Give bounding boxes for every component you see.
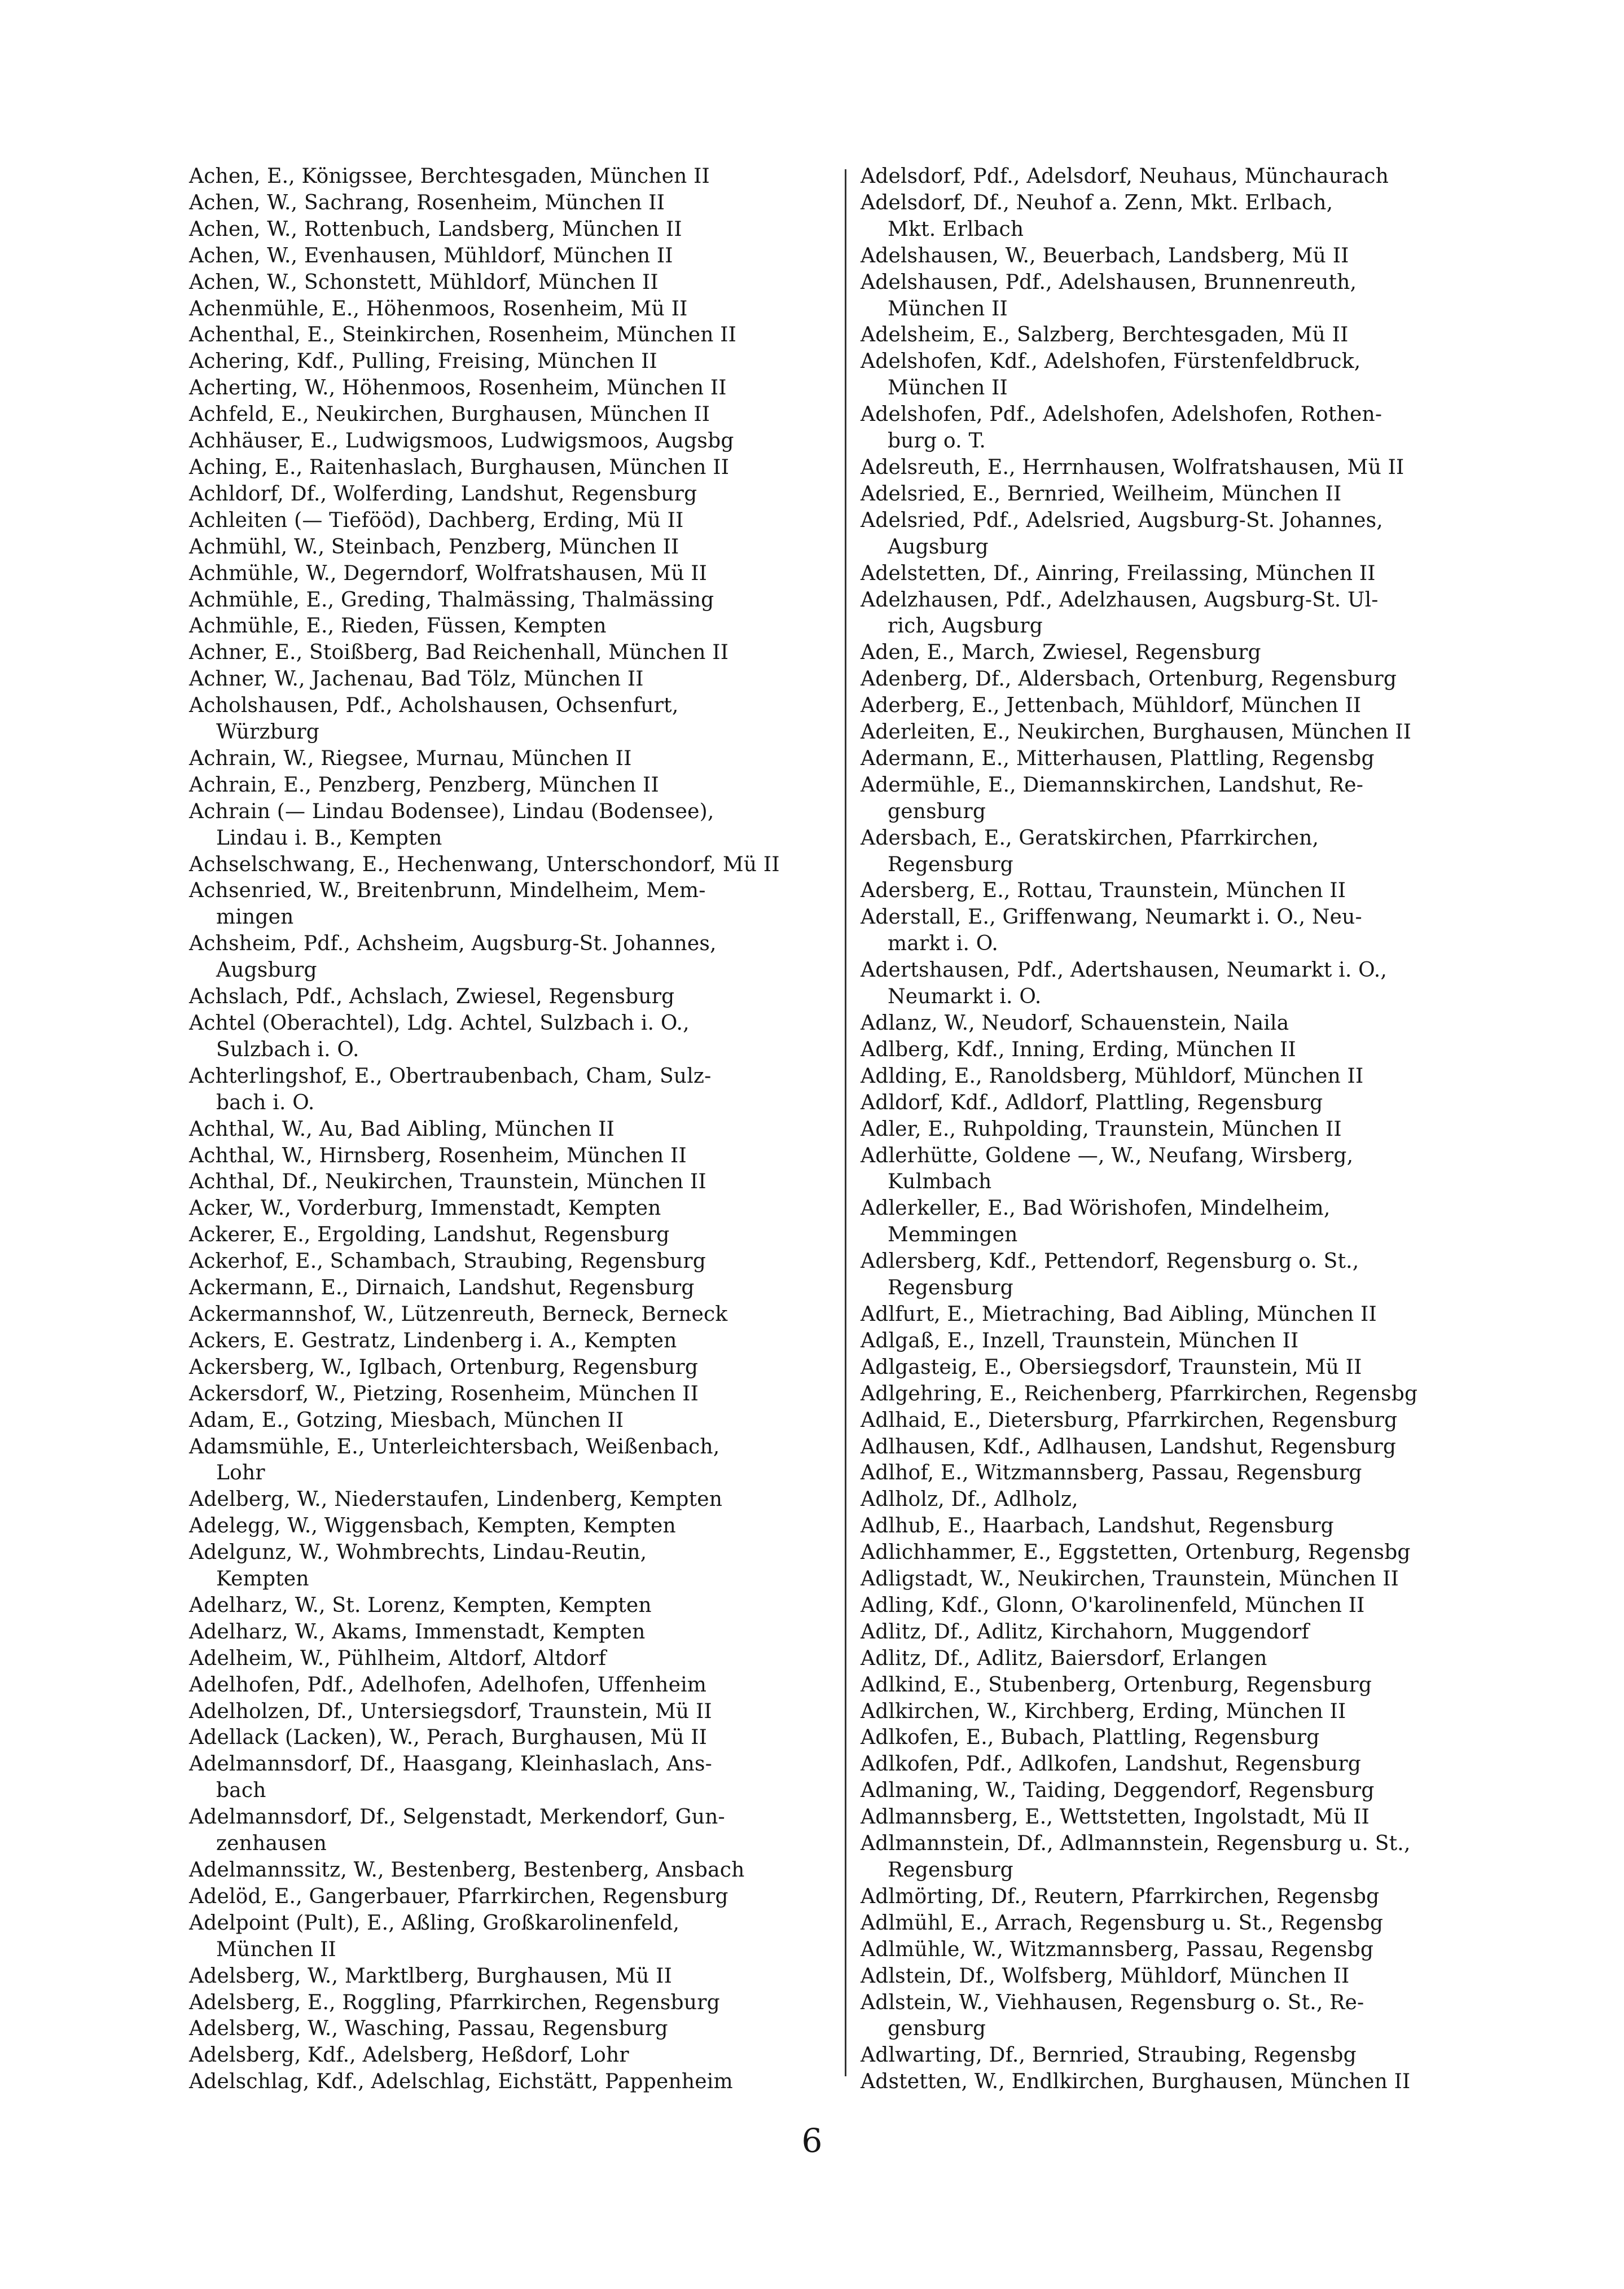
gazetteer-entry: Adlhausen, Kdf., Adlhausen, Landshut, Regensburg (861, 1435, 1397, 1458)
gazetteer-entry: Adelschlag, Kdf., Adelschlag, Eichstätt, Pappenheim (189, 2070, 733, 2094)
gazetteer-entry: Achenthal, E., Steinkirchen, Rosenheim, München II (189, 323, 737, 347)
gazetteer-entry: Adlstein, Df., Wolfsberg, Mühldorf, München II (861, 1964, 1350, 1988)
gazetteer-entry: Achrain, E., Penzberg, Penzberg, München II (189, 773, 659, 797)
gazetteer-entry: Ackerer, E., Ergolding, Landshut, Regensburg (189, 1223, 670, 1247)
gazetteer-entry: Aderberg, E., Jettenbach, Mühldorf, München II (861, 694, 1362, 718)
gazetteer-entry: Adlhof, E., Witzmannsberg, Passau, Regensburg (861, 1461, 1362, 1485)
entry-continuation: Lohr (216, 1461, 265, 1485)
gazetteer-entry: Aden, E., March, Zwiesel, Regensburg (861, 641, 1261, 665)
gazetteer-entry: Adelsreuth, E., Herrnhausen, Wolfratshausen, Mü II (861, 455, 1404, 479)
gazetteer-entry: Ackersberg, W., Iglbach, Ortenburg, Regensburg (189, 1355, 699, 1379)
gazetteer-entry: Achner, W., Jachenau, Bad Tölz, München II (189, 667, 644, 691)
entry-continuation: Regensburg (888, 1859, 1013, 1882)
gazetteer-entry: Adlerkeller, E., Bad Wörishofen, Mindelheim, (861, 1197, 1331, 1220)
gazetteer-entry: Adlmannstein, Df., Adlmannstein, Regensburg u. St., (861, 1832, 1411, 1856)
gazetteer-entry: Adldorf, Kdf., Adldorf, Plattling, Regensburg (861, 1091, 1323, 1114)
entry-continuation: gensburg (888, 2017, 986, 2041)
gazetteer-entry: Adelsried, E., Bernried, Weilheim, München II (861, 482, 1342, 506)
gazetteer-entry: Ackersdorf, W., Pietzing, Rosenheim, München II (189, 1382, 699, 1405)
entry-continuation: München II (888, 297, 1008, 320)
gazetteer-entry: Achsheim, Pdf., Achsheim, Augsburg-St. Johannes, (189, 932, 717, 956)
gazetteer-entry: Adlerhütte, Goldene —, W., Neufang, Wirsberg, (861, 1144, 1354, 1167)
gazetteer-entry: Adlanz, W., Neudorf, Schauenstein, Naila (861, 1012, 1289, 1035)
gazetteer-entry: Ackermannshof, W., Lützenreuth, Berneck, Berneck (189, 1302, 728, 1326)
gazetteer-entry: Adellack (Lacken), W., Perach, Burghausen, Mü II (189, 1726, 708, 1750)
entry-continuation: Kulmbach (888, 1170, 992, 1194)
gazetteer-entry: Aching, E., Raitenhaslach, Burghausen, München II (189, 455, 730, 479)
entry-continuation: mingen (216, 906, 294, 929)
gazetteer-entry: Achterlingshof, E., Obertraubenbach, Cham, Sulz- (189, 1064, 712, 1088)
gazetteer-entry: Adlkofen, E., Bubach, Plattling, Regensburg (861, 1726, 1320, 1750)
gazetteer-entry: Acker, W., Vorderburg, Immenstadt, Kempten (189, 1197, 661, 1220)
gazetteer-entry: Adelsdorf, Df., Neuhof a. Zenn, Mkt. Erlbach, (861, 191, 1333, 214)
gazetteer-entry: Adler, E., Ruhpolding, Traunstein, München II (861, 1117, 1342, 1141)
gazetteer-entry: Adelsheim, E., Salzberg, Berchtesgaden, Mü II (861, 323, 1349, 347)
gazetteer-entry: Adenberg, Df., Aldersbach, Ortenburg, Regensburg (861, 667, 1397, 691)
gazetteer-entry: Acherting, W., Höhenmoos, Rosenheim, München II (189, 376, 727, 400)
gazetteer-entry: Adlmühl, E., Arrach, Regensburg u. St., Regensbg (861, 1911, 1384, 1935)
entry-continuation: Memmingen (888, 1223, 1018, 1247)
gazetteer-entry: Adelsberg, W., Wasching, Passau, Regensburg (189, 2017, 668, 2041)
gazetteer-entry: Achrain, W., Riegsee, Murnau, München II (189, 746, 632, 770)
gazetteer-entry: Achen, E., Königssee, Berchtesgaden, München II (189, 165, 710, 188)
gazetteer-entry: Adelpoint (Pult), E., Aßling, Großkarolinenfeld, (189, 1911, 680, 1935)
gazetteer-entry: Adelsried, Pdf., Adelsried, Augsburg-St. Johannes, (861, 508, 1383, 532)
gazetteer-entry: Adlmaning, W., Taiding, Deggendorf, Regensburg (861, 1779, 1375, 1803)
entry-continuation: Regensburg (888, 1276, 1013, 1300)
column-divider (845, 169, 846, 2076)
entry-continuation: Würzburg (216, 720, 319, 744)
gazetteer-entry: Achmühle, E., Greding, Thalmässing, Thalmässing (189, 588, 714, 612)
gazetteer-entry: Adelhofen, Pdf., Adelhofen, Adelhofen, Uffenheim (189, 1673, 707, 1697)
gazetteer-entry: Achmühle, W., Degerndorf, Wolfratshausen, Mü II (189, 561, 708, 585)
gazetteer-entry: Adelgunz, W., Wohmbrechts, Lindau-Reutin, (189, 1541, 647, 1565)
gazetteer-entry: Adlwarting, Df., Bernried, Straubing, Regensbg (861, 2044, 1357, 2067)
gazetteer-entry: Adelshofen, Kdf., Adelshofen, Fürstenfeldbruck, (861, 350, 1361, 374)
gazetteer-entry: Achleiten (— Tiefööd), Dachberg, Erding, Mü II (189, 508, 684, 532)
gazetteer-entry: Adlholz, Df., Adlholz, (861, 1488, 1078, 1512)
gazetteer-entry: Achslach, Pdf., Achslach, Zwiesel, Regensburg (189, 985, 675, 1009)
gazetteer-entry: Achthal, W., Au, Bad Aibling, München II (189, 1117, 615, 1141)
gazetteer-entry: Adelöd, E., Gangerbauer, Pfarrkirchen, Regensburg (189, 1884, 728, 1908)
gazetteer-entry: Adelegg, W., Wiggensbach, Kempten, Kempten (189, 1514, 676, 1538)
entry-continuation: burg o. T. (888, 429, 986, 453)
right-column (861, 164, 1509, 2095)
gazetteer-entry: Adelsberg, Kdf., Adelsberg, Heßdorf, Lohr (189, 2044, 629, 2067)
gazetteer-entry: Adlhub, E., Haarbach, Landshut, Regensburg (861, 1514, 1334, 1538)
gazetteer-entry: Adlmühle, W., Witzmannsberg, Passau, Regensbg (861, 1937, 1374, 1961)
entry-continuation: München II (888, 376, 1008, 400)
gazetteer-entry: Adelshausen, Pdf., Adelshausen, Brunnenreuth, (861, 270, 1357, 294)
gazetteer-entry: Adlhaid, E., Dietersburg, Pfarrkirchen, Regensburg (861, 1408, 1398, 1432)
gazetteer-entry: Adlitz, Df., Adlitz, Baiersdorf, Erlangen (861, 1646, 1267, 1670)
gazetteer-entry: Adersbach, E., Geratskirchen, Pfarrkirchen, (861, 826, 1319, 850)
gazetteer-entry: Achmühl, W., Steinbach, Penzberg, München II (189, 535, 679, 559)
gazetteer-entry: Adamsmühle, E., Unterleichtersbach, Weißenbach, (189, 1435, 720, 1458)
gazetteer-entry: Adelstetten, Df., Ainring, Freilassing, München II (861, 561, 1376, 585)
gazetteer-entry: Achselschwang, E., Hechenwang, Unterschondorf, Mü II (189, 853, 780, 876)
entry-continuation: rich, Augsburg (888, 614, 1043, 638)
entry-continuation: bach (216, 1779, 266, 1803)
entry-continuation: Regensburg (888, 853, 1013, 876)
gazetteer-entry: Adelheim, W., Pühlheim, Altdorf, Altdorf (189, 1646, 607, 1670)
gazetteer-entry: Adelsberg, W., Marktlberg, Burghausen, Mü II (189, 1964, 672, 1988)
gazetteer-entry: Adling, Kdf., Glonn, O'karolinenfeld, München II (861, 1593, 1365, 1617)
entry-continuation: Augsburg (888, 535, 989, 559)
gazetteer-entry: Adelharz, W., St. Lorenz, Kempten, Kempten (189, 1593, 652, 1617)
gazetteer-entry: Adelzhausen, Pdf., Adelzhausen, Augsburg-St. Ul- (861, 588, 1379, 612)
gazetteer-entry: Adelmannsdorf, Df., Selgenstadt, Merkendorf, Gun- (189, 1805, 725, 1829)
gazetteer-entry: Achtel (Oberachtel), Ldg. Achtel, Sulzbach i. O., (189, 1012, 690, 1035)
gazetteer-entry: Adlersberg, Kdf., Pettendorf, Regensburg o. St., (861, 1250, 1359, 1273)
gazetteer-entry: Adlkind, E., Stubenberg, Ortenburg, Regensburg (861, 1673, 1372, 1697)
gazetteer-entry: Adelsdorf, Pdf., Adelsdorf, Neuhaus, Münchaurach (861, 165, 1389, 188)
gazetteer-entry: Achldorf, Df., Wolferding, Landshut, Regensburg (189, 482, 697, 506)
entry-continuation: Augsburg (216, 959, 317, 982)
gazetteer-entry: Ackers, E. Gestratz, Lindenberg i. A., Kempten (189, 1329, 677, 1352)
entry-continuation: Sulzbach i. O. (216, 1038, 359, 1061)
gazetteer-entry: Adermann, E., Mitterhausen, Plattling, Regensbg (861, 746, 1375, 770)
entry-continuation: gensburg (888, 799, 986, 823)
gazetteer-entry: Adertshausen, Pdf., Adertshausen, Neumarkt i. O., (861, 959, 1388, 982)
gazetteer-entry: Achfeld, E., Neukirchen, Burghausen, München II (189, 403, 710, 427)
gazetteer-entry: Achen, W., Schonstett, Mühldorf, München II (189, 270, 659, 294)
gazetteer-entry: Adelholzen, Df., Untersiegsdorf, Traunstein, Mü II (189, 1699, 712, 1723)
gazetteer-entry: Adstetten, W., Endlkirchen, Burghausen, München II (861, 2070, 1411, 2094)
gazetteer-entry: Adlgaß, E., Inzell, Traunstein, München II (861, 1329, 1299, 1352)
entry-continuation: München II (216, 1937, 336, 1961)
gazetteer-entry: Acholshausen, Pdf., Acholshausen, Ochsenfurt, (189, 694, 679, 718)
gazetteer-entry: Ackerhof, E., Schambach, Straubing, Regensburg (189, 1250, 706, 1273)
gazetteer-entry: Adam, E., Gotzing, Miesbach, München II (189, 1408, 624, 1432)
entry-continuation: Kempten (216, 1567, 309, 1591)
entry-continuation: bach i. O. (216, 1091, 315, 1114)
gazetteer-entry: Achering, Kdf., Pulling, Freising, München II (189, 350, 657, 374)
gazetteer-entry: Adlstein, W., Viehhausen, Regensburg o. St., Re- (861, 1991, 1364, 2014)
gazetteer-entry: Adlding, E., Ranoldsberg, Mühldorf, München II (861, 1064, 1364, 1088)
entry-continuation: markt i. O. (888, 932, 998, 956)
gazetteer-entry: Adlberg, Kdf., Inning, Erding, München II (861, 1038, 1296, 1061)
gazetteer-entry: Adelberg, W., Niederstaufen, Lindenberg, Kempten (189, 1488, 723, 1512)
gazetteer-entry: Achthal, Df., Neukirchen, Traunstein, München II (189, 1170, 706, 1194)
gazetteer-entry: Adelmannssitz, W., Bestenberg, Bestenberg, Ansbach (189, 1859, 745, 1882)
gazetteer-entry: Achsenried, W., Breitenbrunn, Mindelheim, Mem- (189, 879, 706, 903)
gazetteer-entry: Achner, E., Stoißberg, Bad Reichenhall, München II (189, 641, 729, 665)
gazetteer-entry: Achen, W., Sachrang, Rosenheim, München II (189, 191, 665, 214)
entry-continuation: Lindau i. B., Kempten (216, 826, 442, 850)
gazetteer-entry: Achen, W., Rottenbuch, Landsberg, München II (189, 217, 682, 241)
gazetteer-entry: Achhäuser, E., Ludwigsmoos, Ludwigsmoos, Augsbg (189, 429, 734, 453)
gazetteer-entry: Adlfurt, E., Mietraching, Bad Aibling, München II (861, 1302, 1377, 1326)
entry-continuation: Neumarkt i. O. (888, 985, 1042, 1009)
gazetteer-entry: Achenmühle, E., Höhenmoos, Rosenheim, Mü II (189, 297, 688, 320)
gazetteer-entry: Adlgehring, E., Reichenberg, Pfarrkirchen, Regensbg (861, 1382, 1418, 1405)
gazetteer-entry: Adlkirchen, W., Kirchberg, Erding, München II (861, 1699, 1346, 1723)
gazetteer-entry: Aderleiten, E., Neukirchen, Burghausen, München II (861, 720, 1412, 744)
gazetteer-entry: Adelmannsdorf, Df., Haasgang, Kleinhaslach, Ans- (189, 1752, 712, 1776)
page-number: 6 (801, 2121, 823, 2160)
gazetteer-entry: Achrain (— Lindau Bodensee), Lindau (Bodensee), (189, 799, 714, 823)
gazetteer-entry: Ackermann, E., Dirnaich, Landshut, Regensburg (189, 1276, 695, 1300)
gazetteer-entry: Adelshausen, W., Beuerbach, Landsberg, Mü II (861, 244, 1349, 267)
gazetteer-entry: Adligstadt, W., Neukirchen, Traunstein, München II (861, 1567, 1399, 1591)
gazetteer-entry: Aderstall, E., Griffenwang, Neumarkt i. O., Neu- (861, 906, 1362, 929)
gazetteer-entry: Adelsberg, E., Roggling, Pfarrkirchen, Regensburg (189, 1991, 720, 2014)
gazetteer-entry: Adlichhammer, E., Eggstetten, Ortenburg, Regensbg (861, 1541, 1411, 1565)
gazetteer-entry: Adlitz, Df., Adlitz, Kirchahorn, Muggendorf (861, 1620, 1310, 1644)
gazetteer-entry: Adlmörting, Df., Reutern, Pfarrkirchen, Regensbg (861, 1884, 1380, 1908)
gazetteer-entry: Adlkofen, Pdf., Adlkofen, Landshut, Regensburg (861, 1752, 1362, 1776)
gazetteer-entry: Achen, W., Evenhausen, Mühldorf, München II (189, 244, 673, 267)
entry-continuation: zenhausen (216, 1832, 327, 1856)
gazetteer-entry: Achthal, W., Hirnsberg, Rosenheim, München II (189, 1144, 687, 1167)
gazetteer-entry: Adelshofen, Pdf., Adelshofen, Adelshofen, Rothen- (861, 403, 1382, 427)
gazetteer-entry: Adersberg, E., Rottau, Traunstein, München II (861, 879, 1346, 903)
gazetteer-entry: Adermühle, E., Diemannskirchen, Landshut, Re- (861, 773, 1364, 797)
gazetteer-entry: Adlmannsberg, E., Wettstetten, Ingolstadt, Mü II (861, 1805, 1370, 1829)
entry-continuation: Mkt. Erlbach (888, 217, 1024, 241)
gazetteer-entry: Adelharz, W., Akams, Immenstadt, Kempten (189, 1620, 646, 1644)
gazetteer-entry: Achmühle, E., Rieden, Füssen, Kempten (189, 614, 607, 638)
left-column (189, 164, 835, 2095)
gazetteer-entry: Adlgasteig, E., Obersiegsdorf, Traunstein, Mü II (861, 1355, 1362, 1379)
